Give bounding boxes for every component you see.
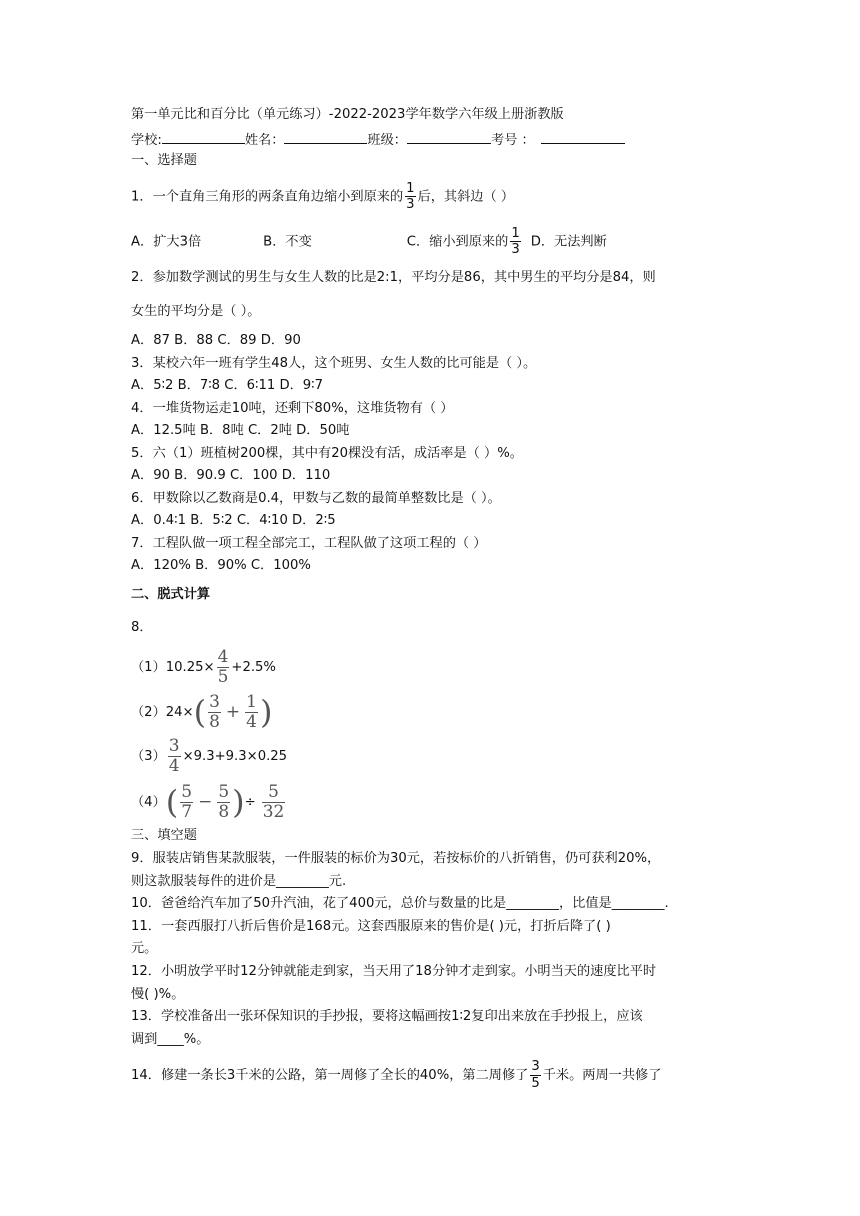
expression-1 xyxy=(131,648,276,688)
question-5: 5．六（1）班植树200棵，其中有20棵没有活，成活率是（ ）%。 xyxy=(131,446,523,461)
name-blank[interactable] xyxy=(284,129,367,144)
worksheet-title: 第一单元比和百分比（单元练习）-2022-2023学年数学六年级上册浙教版 xyxy=(131,107,564,122)
id-label: 考号 ： xyxy=(490,133,535,148)
question-4: 4．一堆货物运走10吨，还剩下80%，这堆货物有（ ） xyxy=(131,401,454,416)
question-1 xyxy=(131,182,514,211)
q1-option-c-fraction: $\frac{1}{3}$ xyxy=(511,226,520,258)
school-blank[interactable] xyxy=(162,129,245,144)
q1-stem: 1．一个直角三角形的两条直角边缩小到原来的 xyxy=(131,189,404,205)
school-label: 学校: xyxy=(131,133,162,148)
question-6-options[interactable]: A．0.4∶1 B．5∶2 C．4∶10 D．2∶5 xyxy=(131,513,336,528)
question-9-cont: 则这款服装每件的进价是________元. xyxy=(131,874,347,889)
q1-option-c[interactable]: C．缩小到原来的 xyxy=(406,234,509,250)
expr3-suffix: ×9.3+9.3×0.25 xyxy=(182,749,288,764)
question-2: 2．参加数学测试的男生与女生人数的比是2:1，平均分是86，其中男生的平均分是84，则 xyxy=(131,270,656,285)
q14-stem-end: 千米。两周一共修了 xyxy=(542,1068,662,1083)
expr2-fraction-1: $\frac{3}{8}$ xyxy=(209,691,220,732)
question-13: 13．学校准备出一张环保知识的手抄报，要将这幅画按1∶2复印出来放在手抄报上，应该 xyxy=(131,1009,643,1024)
expr1-suffix: +2.5% xyxy=(231,660,276,675)
question-7: 7．工程队做一项工程全部完工，工程队做了这项工程的（ ） xyxy=(131,536,487,551)
class-blank[interactable] xyxy=(407,129,491,144)
question-4-options[interactable]: A．12.5吨 B．8吨 C．2吨 D．50吨 xyxy=(131,423,350,438)
question-11-cont: 元。 xyxy=(131,941,158,956)
section-3-heading: 三、填空题 xyxy=(131,828,197,843)
expression-2 xyxy=(131,691,272,734)
expr3-prefix: （3） xyxy=(131,749,166,764)
expr4-minus: − xyxy=(198,792,213,812)
q1-option-b[interactable]: B．不变 xyxy=(263,234,312,250)
question-3: 3．某校六年一班有学生48人，这个班男、女生人数的比可能是（ ）。 xyxy=(131,356,537,371)
expr4-open-paren: ( xyxy=(165,783,179,821)
question-8: 8． xyxy=(131,620,153,635)
expression-4 xyxy=(131,780,287,825)
expr4-divide: ÷ xyxy=(244,795,256,810)
question-7-options[interactable]: A．120% B．90% C．100% xyxy=(131,558,311,573)
section-2-heading: 二、脱式计算 xyxy=(131,587,211,602)
class-label: 班级： xyxy=(367,133,407,148)
question-6: 6．甲数除以乙数商是0.4，甲数与乙数的最简单整数比是（ ）。 xyxy=(131,491,501,506)
question-9: 9．服装店销售某款服装，一件服装的标价为30元，若按标价的八折销售，仍可获利20%， xyxy=(131,851,661,866)
student-info-line xyxy=(131,129,625,150)
question-11: 11．一套西服打八折后售价是168元。这套西服原来的售价是( )元，打折后降了( ) xyxy=(131,919,611,934)
question-14 xyxy=(131,1058,661,1094)
q14-stem: 14．修建一条长3千米的公路，第一周修了全长的40%，第二周修了 xyxy=(131,1068,529,1083)
expression-3 xyxy=(131,737,287,777)
expr1-fraction: $\frac{4}{5}$ xyxy=(217,646,229,687)
expr4-fraction-2: $\frac{5}{8}$ xyxy=(218,781,230,822)
q1-stem-end: 后，其斜边（ ） xyxy=(417,189,515,205)
expr2-plus: + xyxy=(225,702,241,722)
expr1-prefix: （1）10.25× xyxy=(131,660,215,675)
q14-fraction: $\frac{3}{5}$ xyxy=(531,1059,540,1091)
q1-option-a[interactable]: A．扩大3倍 xyxy=(131,234,202,250)
expr4-fraction-1: $\frac{5}{7}$ xyxy=(181,781,193,822)
question-2-options[interactable]: A．87 B．88 C．89 D．90 xyxy=(131,333,301,348)
question-3-options[interactable]: A．5∶2 B．7∶8 C．6∶11 D．9∶7 xyxy=(131,378,323,393)
question-5-options[interactable]: A．90 B．90.9 C．100 D．110 xyxy=(131,468,331,483)
q1-fraction: $\frac{1}{3}$ xyxy=(406,181,415,213)
expr2-close-paren: ) xyxy=(260,693,273,731)
question-10: 10．爸爸给汽车加了50升汽油，花了400元，总价与数量的比是________，比值是________. xyxy=(131,896,669,911)
expr4-fraction-3: $\frac{5}{32}$ xyxy=(262,781,285,822)
q1-option-d[interactable]: D．无法判断 xyxy=(530,234,607,250)
expr2-fraction-2: $\frac{1}{4}$ xyxy=(246,691,257,732)
expr4-prefix: （4） xyxy=(131,795,166,810)
question-13-cont: 调到____%。 xyxy=(131,1032,210,1047)
question-1-options xyxy=(131,227,607,256)
expr2-prefix: （2）24× xyxy=(131,705,194,720)
name-label: 姓名： xyxy=(244,133,285,148)
expr3-fraction: $\frac{3}{4}$ xyxy=(168,735,180,776)
question-12: 12．小明放学平时12分钟就能走到家，当天用了18分钟才走到家。小明当天的速度比平时 xyxy=(131,964,657,979)
expr4-close-paren: ) xyxy=(232,783,245,821)
question-2-cont: 女生的平均分是（ ）。 xyxy=(131,304,261,319)
question-12-cont: 慢( )%。 xyxy=(131,987,185,1002)
section-1-heading: 一、选择题 xyxy=(131,153,197,168)
expr2-open-paren: ( xyxy=(193,693,207,731)
id-blank[interactable] xyxy=(541,129,625,144)
